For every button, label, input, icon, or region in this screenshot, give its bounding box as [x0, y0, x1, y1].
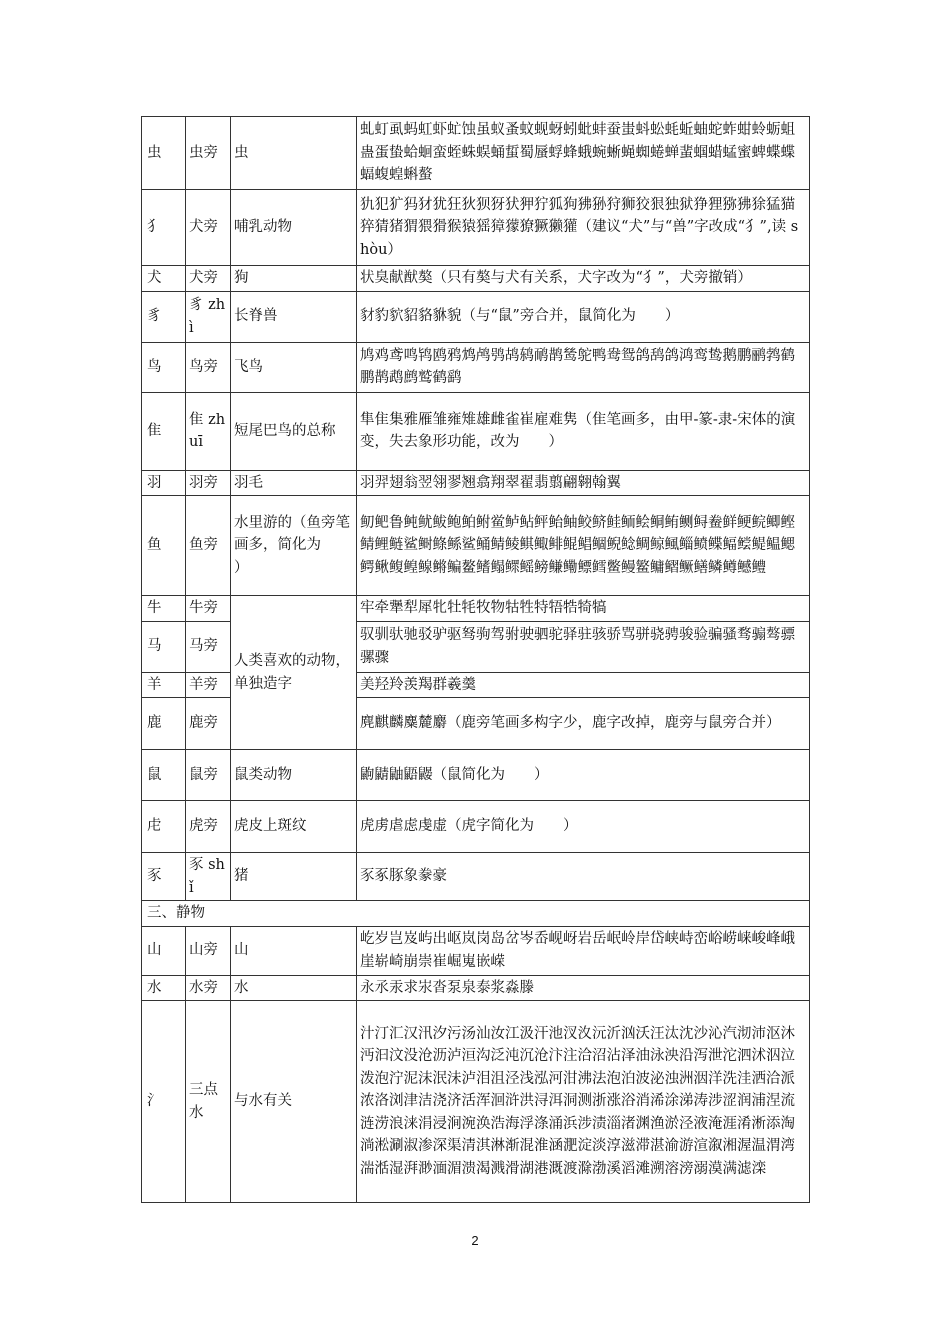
characters-cell: 羽羿翅翁翌翎翏翘翕翔翠翟翡翦翩翱翰翼: [357, 470, 810, 496]
characters-cell: 虬虰虱蚂虹虾虻蚀虽蚁蚤蚊蚬蚜蚓蚍蚌蚕蚩蚪蚣蚝蚯蚰蛇蚱蚶蛉蛎蛆蛊蛋蛰蛤蛔蛮蛭蛛蜈蛹蜇蜀蜃蜉蜂蛾蜿蜥蝇蜘蜷蝉蜚蝈蜡蜢蜜蜱蝶蝶蝠蝮蝗蝌螯: [357, 117, 810, 190]
radical-name-cell: 犬旁: [186, 190, 231, 266]
meaning-cell: 虎皮上斑纹: [231, 801, 357, 853]
characters-cell: 美羟羚羡羯群羲羹: [357, 672, 810, 698]
radical-name-cell: 虎旁: [186, 801, 231, 853]
radical-table-container: [141, 116, 809, 1203]
table-row: [142, 190, 810, 266]
table-row: [142, 596, 810, 622]
characters-cell: 牢牵犟犁犀牝牡牦牧物牯牲特牾牿犄犒: [357, 596, 810, 622]
meaning-cell: 人类喜欢的动物，单独造字: [231, 596, 357, 750]
radical-name-cell: 马旁: [186, 621, 231, 672]
radical-cell: 马: [142, 621, 186, 672]
radical-name-cell: 豕 shǐ: [186, 853, 231, 901]
radical-name-cell: 犬旁: [186, 266, 231, 292]
radical-cell: 山: [142, 926, 186, 975]
radical-cell: 羊: [142, 672, 186, 698]
meaning-cell: 飞鸟: [231, 342, 357, 392]
characters-cell: 永氶汞求汖沓泵泉泰浆淼滕: [357, 975, 810, 1001]
characters-cell: 鱽鲃鲁鲀鱿鲅鲍鲌鲋鲎鲈鲇鲆鲐鲉鲛鲚鲑鲕鲙鲖鲔鲗鲟鲞鲜鲠鲩鲫鲣鲭鲤鲢鲨鲥鲦鲧鲨鲬鲭鲮鲯鲰鲱鲲鲳鲴鲵鲶鲷鲸鲺鲻鲼鲽鲾鲿鳀鳁鳃鳄鳅鳆鳇鳈鳉鳊鳌鳍鳎鳏鳐鳑鳒鳓鳔鳕鳖鳗鳘鳙鳛鳜鳝鳞鳟鳡鳢: [357, 496, 810, 596]
radical-table: [141, 116, 810, 1203]
table-row: [142, 926, 810, 975]
meaning-cell: 虫: [231, 117, 357, 190]
table-row: [142, 117, 810, 190]
table-row: [142, 342, 810, 392]
radical-name-cell: 虫旁: [186, 117, 231, 190]
table-row: [142, 496, 810, 596]
table-row: [142, 266, 810, 292]
table-row: [142, 975, 810, 1001]
radical-name-cell: 山旁: [186, 926, 231, 975]
radical-cell: 水: [142, 975, 186, 1001]
radical-cell: 虍: [142, 801, 186, 853]
meaning-cell: 水: [231, 975, 357, 1001]
radical-cell: 犭: [142, 190, 186, 266]
radical-cell: 犬: [142, 266, 186, 292]
radical-name-cell: 鼠旁: [186, 750, 231, 801]
meaning-cell: 鼠类动物: [231, 750, 357, 801]
characters-cell: 犰犯犷犸犲犹狂狄狈犽犾狎狞狐狗狒狲狩狮狡狠独狱狰狸猕狒狳猛猫猝猜猪猬猥猾猴猿猺獐獴獠獗獭獾（建议“犬”与“兽”字改成“犭”,读 shòu）: [357, 190, 810, 266]
radical-cell: 氵: [142, 1001, 186, 1203]
radical-name-cell: 隹 zhuī: [186, 392, 231, 470]
meaning-cell: 山: [231, 926, 357, 975]
characters-cell: 鸠鸡鸢鸣鸨鸥鸦鸩鸬鸮鸪鸫鸸鹊鸶鸵鸭鸯鸳鸽鸹鸽鸿鸾鸷鹅鹏鹂鹁鹤鹏鹊鹉鹧鹫鹤鹞: [357, 342, 810, 392]
meaning-cell: 长脊兽: [231, 291, 357, 342]
table-row: [142, 392, 810, 470]
meaning-cell: 水里游的（鱼旁笔画多，简化为 ）: [231, 496, 357, 596]
table-row: [142, 853, 810, 901]
radical-name-cell: 鹿旁: [186, 698, 231, 750]
table-row: [142, 750, 810, 801]
characters-cell: 豕豖豚象豢豪: [357, 853, 810, 901]
radical-name-cell: 三点水: [186, 1001, 231, 1203]
radical-cell: 豕: [142, 853, 186, 901]
characters-cell: 驭驯驮驰驳驴驱驽驹驾驸驶驷驼驿驻骇骄骂骈骁骋骏验骗骚骛骟骜骠骡骤: [357, 621, 810, 672]
radical-name-cell: 水旁: [186, 975, 231, 1001]
table-row: [142, 470, 810, 496]
characters-cell: 汁汀汇汉汛汐污汤汕汝江汲汗池汊汷沅沂汹沃汪汰沈沙沁汽沏沛沤沐沔汩汶没沧沥泸洹沟泛沌沉沧汴注洽沼沾泽油泳泱沿泻泄沱泗沭泅泣泼泡泞泥沫泯沬泸泪沮泾浅泓河泔沸法泡泊波泌浊洲洇洋洗洼洒洽派浓洛浏津洁浇济活浑洄浒洪浔洱洞测浙涨浴消浠涂涕涛涉涩润浦涅流涟涝浪涞涓浸涧涴涣浩海浮涤涌浜涉渍淄渚渊渔淤泾液淹涯淆淅添淘淌淞涮淑渗深渠清淇淋渐混淮涵淝淀淡淳滋滞湛渝游渲溆湘渥温渭湾湍湉湿湃渺湎湄溃渴溅滑湖港溉渡滁渤溪滔滩溯溶滂溺漠满滤滦: [357, 1001, 810, 1203]
characters-cell: 屹岁岂岌屿出岖岚岗岛岔岑岙岘岈岩岳岷岭岸岱峡峙峦峪崂崃峻峰峨崖崭崎崩崇崔崛嵬嵌嵘: [357, 926, 810, 975]
table-row: [142, 801, 810, 853]
meaning-cell: 短尾巴鸟的总称: [231, 392, 357, 470]
radical-name-cell: 鱼旁: [186, 496, 231, 596]
characters-cell: 豺豹貁貂貉貅貌（与“鼠”旁合并，鼠简化为 ）: [357, 291, 810, 342]
radical-name-cell: 羊旁: [186, 672, 231, 698]
characters-cell: 虎虏虐虑虔虚（虎字简化为 ）: [357, 801, 810, 853]
radical-cell: 虫: [142, 117, 186, 190]
meaning-cell: 羽毛: [231, 470, 357, 496]
radical-name-cell: 羽旁: [186, 470, 231, 496]
meaning-cell: 狗: [231, 266, 357, 292]
radical-cell: 羽: [142, 470, 186, 496]
characters-cell: 状臭献猷獒（只有獒与犬有关系，犬字改为“犭”，犬旁撤销）: [357, 266, 810, 292]
radical-cell: 鹿: [142, 698, 186, 750]
page-number: 2: [471, 1233, 479, 1248]
table-row: [142, 1001, 810, 1203]
radical-cell: 鸟: [142, 342, 186, 392]
meaning-cell: 猪: [231, 853, 357, 901]
radical-cell: 牛: [142, 596, 186, 622]
section-heading: 三、静物: [142, 901, 810, 927]
meaning-cell: 哺乳动物: [231, 190, 357, 266]
table-row: [142, 291, 810, 342]
radical-name-cell: 牛旁: [186, 596, 231, 622]
characters-cell: 麂麒麟麋麓麝（鹿旁笔画多构字少，鹿字改掉，鹿旁与鼠旁合并）: [357, 698, 810, 750]
radical-cell: 鼠: [142, 750, 186, 801]
radical-name-cell: 鸟旁: [186, 342, 231, 392]
characters-cell: 隼隹集雅雁雏雍雉雄雌雀崔雇难隽（隹笔画多，由甲-篆-隶-宋体的演变，失去象形功能，改为 ）: [357, 392, 810, 470]
radical-name-cell: 豸 zhì: [186, 291, 231, 342]
radical-cell: 鱼: [142, 496, 186, 596]
meaning-cell: 与水有关: [231, 1001, 357, 1203]
radical-cell: 隹: [142, 392, 186, 470]
characters-cell: 鼩鼱鼬鼯鼹（鼠简化为 ）: [357, 750, 810, 801]
section-row: [142, 901, 810, 927]
radical-cell: 豸: [142, 291, 186, 342]
